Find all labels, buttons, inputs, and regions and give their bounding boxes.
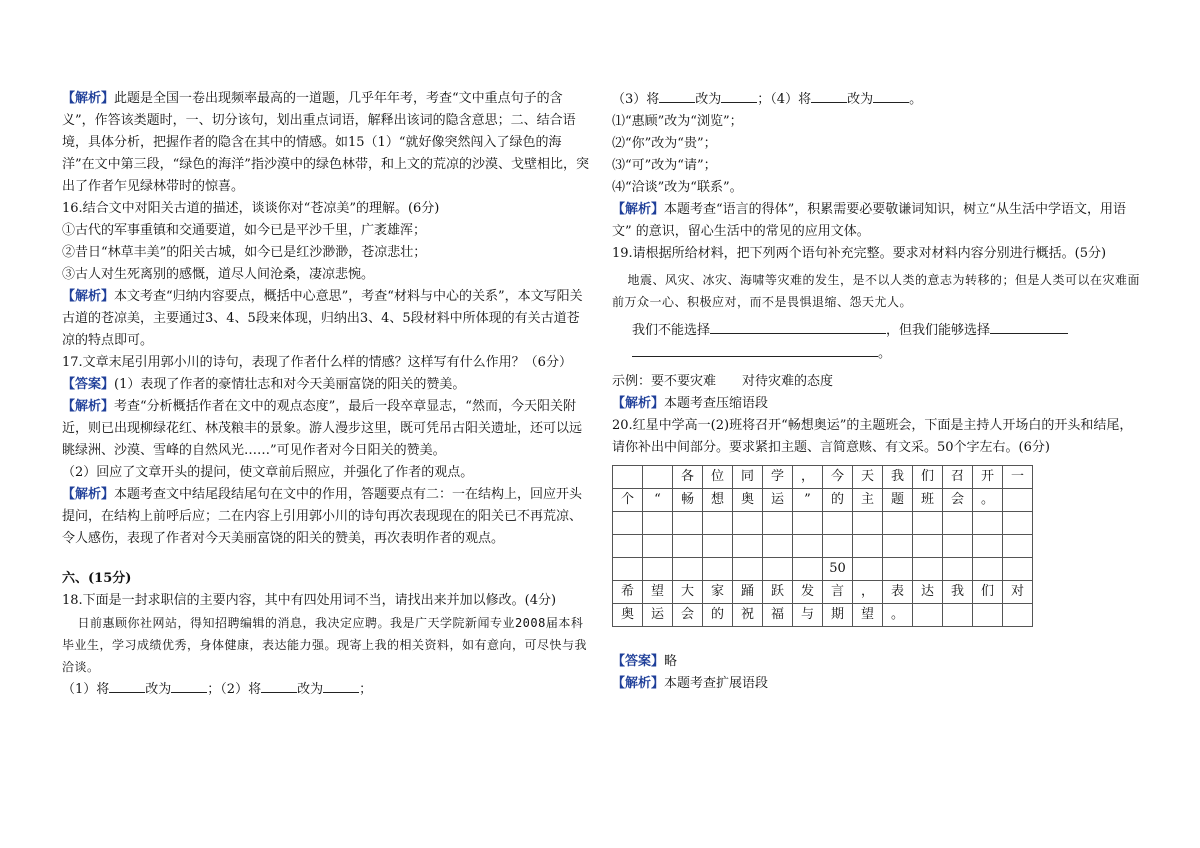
grid-cell: 发 [793, 581, 823, 604]
grid-cell [913, 558, 943, 581]
grid-cell: 位 [703, 466, 733, 489]
grid-row [613, 512, 1033, 535]
q18-fill-line-2 [612, 88, 1140, 111]
analysis-text: 本题考查文中结尾段结尾句在文中的作用，答题要点有二：一在结构上，回应开头提问，在结构上前呼后应；二在内容上引用郭小川的诗句再次表现现在的阳关已不再荒凉、令人感伤，表现了作者对今天美丽富饶的阳关的赞美，再次表明作者的观点。 [62, 487, 583, 546]
q17-answer-2: （2）回应了文章开头的提问，使文章前后照应，并强化了作者的观点。 [62, 465, 474, 480]
q18-analysis [612, 199, 1140, 243]
grid-row [613, 604, 1033, 627]
grid-cell: ， [853, 581, 883, 604]
sentence-text: 。 [878, 346, 892, 361]
grid-cell: 奥 [613, 604, 643, 627]
grid-cell: 大 [673, 581, 703, 604]
fill-text: 改为 [847, 92, 874, 107]
grid-cell: ” [793, 489, 823, 512]
grid-cell [763, 535, 793, 558]
analysis-text: 本题考查压缩语段 [664, 396, 769, 411]
grid-cell [1003, 604, 1033, 627]
grid-cell: 想 [703, 489, 733, 512]
grid-cell [613, 535, 643, 558]
grid-cell: 的 [823, 489, 853, 512]
analysis-label: 【解析】 [612, 676, 665, 691]
fill-text: 改为 [695, 92, 722, 107]
blank-line [261, 678, 297, 693]
analysis-text: 本文考查“归纳内容要点，概括中心意思”，考查“材料与中心的关系”，本文写阳关古道的苍凉美，主要通过3、4、5段来体现，归纳出3、4、5段材料中所体现的有关古道苍凉的特点即可。 [62, 289, 583, 348]
grid-cell [1003, 535, 1033, 558]
letter-text: 日前惠顾你社网站，得知招聘编辑的消息，我决定应聘。我是广天学院新闻专业2008届本科毕业生，学习成绩优秀，身体健康，表达能力强。现寄上我的相关资料，如有意向，可尽快与我洽谈。 [62, 616, 588, 674]
grid-cell: 达 [913, 581, 943, 604]
grid-cell [613, 558, 643, 581]
grid-cell [793, 512, 823, 535]
grid-cell: 召 [943, 466, 973, 489]
grid-cell: 畅 [673, 489, 703, 512]
grid-cell: 跃 [763, 581, 793, 604]
grid-cell: 天 [853, 466, 883, 489]
writing-grid [612, 465, 1033, 627]
grid-cell: 会 [673, 604, 703, 627]
analysis-text: 本题考查“语言的得体”，积累需要必要敬谦词知识，树立“从生活中学语文，用语文” 的意识，留心生活中的常见的应用文体。 [612, 202, 1126, 239]
sentence-text: ，但我们能够选择 [886, 323, 991, 338]
q16-question: 16.结合文中对阳关古道的描述，谈谈你对“苍凉美”的理解。(6分) [62, 201, 440, 216]
grid-cell: 今 [823, 466, 853, 489]
q16-answer-3: ③古人对生死离别的感慨，道尽人间沧桑，凄凉悲惋。 [62, 267, 375, 282]
q19-sentence-cont [612, 342, 1140, 365]
grid-cell: 班 [913, 489, 943, 512]
q20-answer [612, 651, 1140, 673]
grid-cell [733, 535, 763, 558]
q19-analysis [612, 393, 1140, 415]
grid-cell: 表 [883, 581, 913, 604]
grid-cell [883, 512, 913, 535]
grid-cell: 个 [613, 489, 643, 512]
grid-cell [793, 535, 823, 558]
fill-text: 改为 [145, 682, 172, 697]
grid-row [613, 466, 1033, 489]
left-column [62, 88, 592, 701]
blank-line [659, 88, 695, 103]
grid-cell: 期 [823, 604, 853, 627]
grid-cell [913, 512, 943, 535]
grid-row [613, 489, 1033, 512]
blank-line [632, 342, 878, 357]
grid-cell [823, 535, 853, 558]
grid-cell [703, 512, 733, 535]
grid-cell: 对 [1003, 581, 1033, 604]
grid-cell [1003, 489, 1033, 512]
grid-cell [853, 512, 883, 535]
grid-cell [943, 512, 973, 535]
grid-cell [613, 466, 643, 489]
grid-cell: 。 [883, 604, 913, 627]
q17-analysis-1 [62, 396, 592, 462]
grid-cell [943, 535, 973, 558]
blank-line [873, 88, 909, 103]
grid-cell [733, 512, 763, 535]
grid-cell: 家 [703, 581, 733, 604]
analysis-label: 【解析】 [612, 396, 665, 411]
answer-label: 【答案】 [62, 377, 115, 392]
analysis-label: 【解析】 [612, 202, 665, 217]
grid-cell: 福 [763, 604, 793, 627]
grid-cell [643, 558, 673, 581]
blank-line [323, 678, 359, 693]
answer-label: 【答案】 [612, 654, 665, 669]
grid-cell [1003, 558, 1033, 581]
analysis-text: 考查“分析概括作者在文中的观点态度”，最后一段卒章显志，“然而，今天阳关附近，则已出现柳绿花红、林茂粮丰的景象。游人漫步这里，既可凭吊古阳关遗址，还可以远眺绿洲、沙漠、雪峰的自然风光……”可见作者对今日阳关的赞美。 [62, 399, 583, 458]
grid-cell [763, 512, 793, 535]
grid-cell: 主 [853, 489, 883, 512]
grid-cell: 同 [733, 466, 763, 489]
grid-cell: 我 [883, 466, 913, 489]
grid-row [613, 558, 1033, 581]
spacer [612, 627, 1140, 651]
fill-text: 改为 [297, 682, 324, 697]
answer-text: 略 [664, 654, 678, 669]
analysis-label: 【解析】 [62, 91, 115, 106]
q18-letter [62, 612, 592, 678]
grid-cell [793, 558, 823, 581]
grid-cell [973, 535, 1003, 558]
fill-text: （3）将 [612, 92, 660, 107]
analysis-label: 【解析】 [62, 487, 115, 502]
analysis-label: 【解析】 [62, 399, 115, 414]
grid-row [613, 535, 1033, 558]
grid-cell [973, 604, 1003, 627]
grid-cell [883, 558, 913, 581]
grid-cell: 学 [763, 466, 793, 489]
grid-cell: 会 [943, 489, 973, 512]
grid-cell: 奥 [733, 489, 763, 512]
grid-cell: ， [793, 466, 823, 489]
q18-answer-3: ⑶“可”改为“请”； [612, 158, 717, 173]
section-heading: 六、(15分) [62, 571, 132, 586]
grid-cell [943, 604, 973, 627]
grid-cell: 50 [823, 558, 853, 581]
grid-cell [1003, 512, 1033, 535]
fill-text: 。 [909, 92, 923, 107]
analysis-label: 【解析】 [62, 289, 115, 304]
grid-cell: 与 [793, 604, 823, 627]
analysis-text: 本题考查扩展语段 [664, 676, 769, 691]
grid-cell: 们 [913, 466, 943, 489]
q16-analysis [62, 286, 592, 352]
grid-cell: 希 [613, 581, 643, 604]
grid-cell [673, 535, 703, 558]
q18-answer-4: ⑷“洽谈”改为“联系”。 [612, 180, 743, 195]
q17-question: 17.文章末尾引用郭小川的诗句，表现了作者什么样的情感？这样写有什么作用？（6分） [62, 355, 572, 370]
q17-analysis-2 [62, 484, 592, 550]
grid-cell [943, 558, 973, 581]
q16-answer-1: ①古代的军事重镇和交通要道，如今已是平沙千里，广袤雄浑； [62, 223, 427, 238]
grid-cell: 一 [1003, 466, 1033, 489]
grid-cell: 运 [763, 489, 793, 512]
grid-cell [973, 558, 1003, 581]
right-column [612, 88, 1140, 695]
grid-cell: 们 [973, 581, 1003, 604]
grid-cell [763, 558, 793, 581]
grid-cell: 运 [643, 604, 673, 627]
grid-cell: 我 [943, 581, 973, 604]
grid-cell: 题 [883, 489, 913, 512]
grid-cell [853, 558, 883, 581]
q18-answer-1: ⑴“惠顾”改为“浏览”； [612, 114, 743, 129]
blank-line [811, 88, 847, 103]
material-text: 地震、风灾、冰灾、海啸等灾难的发生，是不以人类的意志为转移的；但是人类可以在灾难面前万众一心、积极应对，而不是畏惧退缩、怨天尤人。 [612, 273, 1140, 309]
q17-answer-1 [62, 374, 592, 396]
q19-material [612, 269, 1140, 313]
q16-answer-2: ②昔日“林草丰美”的阳关古城，如今已是红沙渺渺，苍凉悲壮； [62, 245, 427, 260]
blank-line [990, 319, 1068, 334]
grid-cell [673, 512, 703, 535]
fill-text: ；（2）将 [207, 682, 262, 697]
fill-text: ； [359, 682, 373, 697]
grid-cell [973, 512, 1003, 535]
blank-line [109, 678, 145, 693]
q18-answer-2: ⑵“你”改为“贵”； [612, 136, 717, 151]
spacer [62, 550, 592, 568]
blank-line [171, 678, 207, 693]
q19-sentence [612, 319, 1140, 342]
grid-cell: 望 [643, 581, 673, 604]
grid-cell: 开 [973, 466, 1003, 489]
grid-cell [913, 535, 943, 558]
blank-line [710, 319, 886, 334]
grid-cell [913, 604, 943, 627]
grid-cell [883, 535, 913, 558]
grid-cell [703, 558, 733, 581]
grid-cell: 。 [973, 489, 1003, 512]
grid-cell [643, 466, 673, 489]
grid-cell [823, 512, 853, 535]
sentence-text: 我们不能选择 [632, 323, 711, 338]
grid-cell [643, 512, 673, 535]
grid-cell [673, 558, 703, 581]
answer-text: (1）表现了作者的豪情壮志和对今天美丽富饶的阳关的赞美。 [114, 377, 466, 392]
grid-cell: “ [643, 489, 673, 512]
q18-question: 18.下面是一封求职信的主要内容，其中有四处用词不当，请找出来并加以修改。(4分) [62, 593, 557, 608]
grid-cell: 祝 [733, 604, 763, 627]
grid-row [613, 581, 1033, 604]
grid-cell: 言 [823, 581, 853, 604]
blank-line [721, 88, 757, 103]
analysis-text: 此题是全国一卷出现频率最高的一道题，几乎年年考，考查“文中重点句子的含义”，作答该类题时，一、切分该句，划出重点词语，解释出该词的隐含意思；二、结合语境，具体分析，把握作者的隐含在其中的情感。如15（1）“就好像突然闯入了绿色的海洋”在文中第三段，“绿色的海洋”指沙漠中的绿色林带，和上文的荒凉的沙漠、戈壁相比，突出了作者乍见绿林带时的惊喜。 [62, 91, 589, 194]
q15-analysis [62, 88, 592, 198]
grid-cell: 望 [853, 604, 883, 627]
fill-text: （1）将 [62, 682, 110, 697]
q19-example: 示例：要不要灾难 对待灾难的态度 [612, 374, 834, 389]
q19-question: 19.请根据所给材料，把下列两个语句补充完整。要求对材料内容分别进行概括。(5分) [612, 246, 1107, 261]
grid-cell [733, 558, 763, 581]
grid-cell: 踊 [733, 581, 763, 604]
grid-cell [703, 535, 733, 558]
grid-cell [853, 535, 883, 558]
grid-cell [643, 535, 673, 558]
grid-cell [613, 512, 643, 535]
q20-analysis [612, 673, 1140, 695]
q18-fill-line-1 [62, 678, 592, 701]
grid-cell: 的 [703, 604, 733, 627]
q20-question: 20.红星中学高一(2)班将召开“畅想奥运”的主题班会，下面是主持人开场白的开头和结尾，请你补出中间部分。要求紧扣主题、言简意赅、有文采。50个字左右。(6分) [612, 418, 1133, 455]
grid-cell: 各 [673, 466, 703, 489]
fill-text: ；（4）将 [757, 92, 812, 107]
